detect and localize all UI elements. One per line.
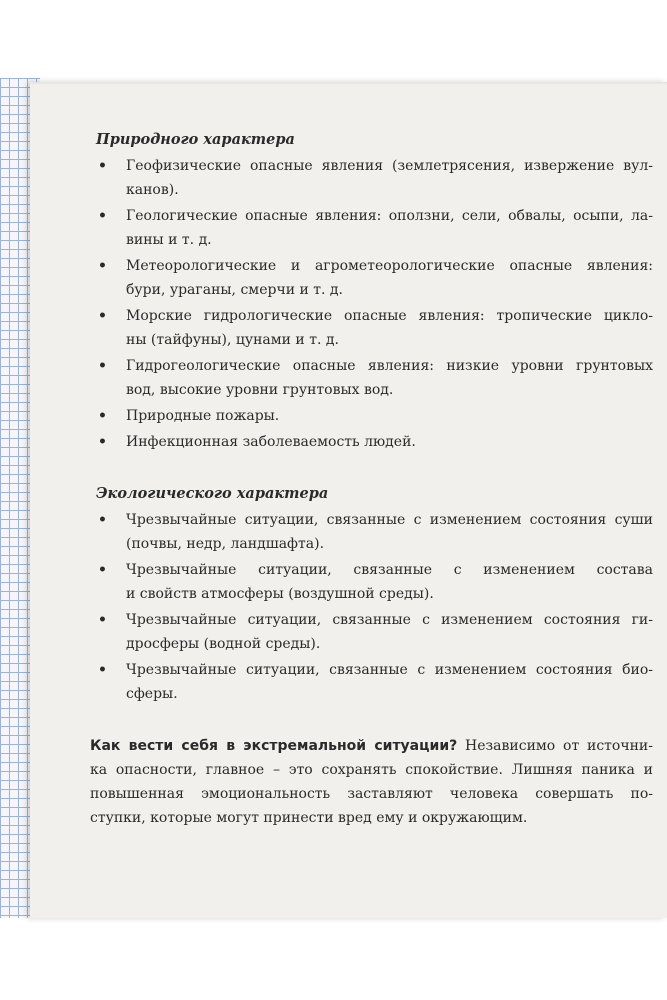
item-line: дросферы (водной среды). <box>126 636 321 652</box>
item-line: Гидрогеологические опасные явления: низкие уровни грунтовых <box>126 358 653 374</box>
item-line: Чрезвычайные ситуации, связанные с изменением состояния ги- <box>126 612 653 628</box>
closing-paragraph <box>90 734 653 830</box>
paragraph-line: повышенная эмоциональность заставляют человека совершать по- <box>90 786 653 802</box>
item-line: и свойств атмосферы (воздушной среды). <box>126 586 434 602</box>
section-heading-natural: Природного характера <box>96 131 295 148</box>
page-shadow <box>30 82 667 85</box>
bullet-icon: • <box>98 308 107 324</box>
item-line: Инфекционная заболеваемость людей. <box>126 434 416 450</box>
list-item <box>68 430 653 454</box>
bullet-icon: • <box>98 434 107 450</box>
item-line: Метеорологические и агрометеорологические опасные явления: <box>126 258 653 274</box>
paragraph-line: ка опасности, главное – это сохранять спокойствие. Лишняя паника и <box>90 762 653 778</box>
page-content <box>68 128 653 830</box>
item-line: ны (тайфуны), цунами и т. д. <box>126 332 339 348</box>
list-item <box>68 254 653 302</box>
item-line: вод, высокие уровни грунтовых вод. <box>126 382 394 398</box>
item-line: Морские гидрологические опасные явления: тропические цикло- <box>126 308 653 324</box>
list-item <box>68 404 653 428</box>
item-line: (почвы, недр, ландшафта). <box>126 536 325 552</box>
bullet-icon: • <box>98 562 107 578</box>
item-line: Чрезвычайные ситуации, связанные с изменением состояния суши <box>126 512 653 528</box>
bullet-icon: • <box>98 258 107 274</box>
paragraph-line: ступки, которые могут принести вред ему и окружающим. <box>90 810 528 826</box>
paragraph-text: Независимо от источни- <box>457 738 653 754</box>
list-item <box>68 558 653 606</box>
bullet-icon: • <box>98 408 107 424</box>
item-line: бури, ураганы, смерчи и т. д. <box>126 282 343 298</box>
list-item <box>68 204 653 252</box>
list-item <box>68 304 653 352</box>
bullet-icon: • <box>98 512 107 528</box>
natural-list <box>68 154 653 454</box>
bullet-icon: • <box>98 208 107 224</box>
bullet-icon: • <box>98 358 107 374</box>
bullet-icon: • <box>98 158 107 174</box>
list-item <box>68 354 653 402</box>
bullet-icon: • <box>98 612 107 628</box>
section-heading-ecological: Экологического характера <box>96 485 329 502</box>
item-line: Чрезвычайные ситуации, связанные с изменением состояния био- <box>126 662 653 678</box>
item-line: Чрезвычайные ситуации, связанные с изменением состава <box>126 562 653 578</box>
paragraph-line <box>90 734 653 758</box>
item-line: Природные пожары. <box>126 408 280 424</box>
bullet-icon: • <box>98 662 107 678</box>
paragraph-question: Как вести себя в экстремальной ситуации? <box>90 738 458 754</box>
ecological-list <box>68 508 653 706</box>
item-line: канов). <box>126 182 179 198</box>
item-line: сферы. <box>126 686 178 702</box>
list-item <box>68 608 653 656</box>
item-line: Геофизические опасные явления (землетрясения, извержение вул- <box>126 158 653 174</box>
item-line: вины и т. д. <box>126 232 212 248</box>
list-item <box>68 658 653 706</box>
item-line: Геологические опасные явления: оползни, сели, обвалы, осыпи, ла- <box>126 208 653 224</box>
list-item <box>68 154 653 202</box>
list-item <box>68 508 653 556</box>
